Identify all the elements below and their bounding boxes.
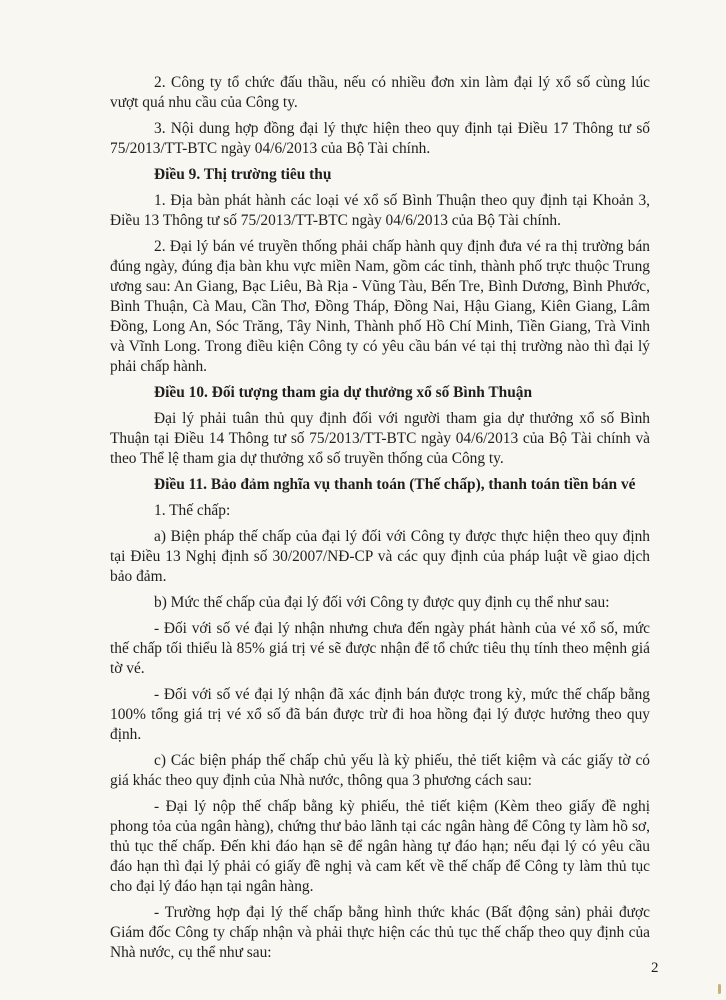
paper-edge-mark (718, 984, 721, 994)
article-11-item-1: 1. Thế chấp: (154, 502, 231, 519)
paragraph-clause-3: 3. Nội dung hợp đồng đại lý thực hiện theo quy định tại Điều 17 Thông tư số 75/2013/TT-BTC ngày 04/6/2013 của Bộ Tài chính. (110, 120, 650, 157)
article-9-item-2: 2. Đại lý bán vé truyền thống phải chấp hành quy định đưa vé ra thị trường bán đúng ngày, đúng địa bàn khu vực miền Nam, gồm các tỉnh, thành phố trực thuộc Trung ương sau: An Giang, Bạc Liêu, Bà Rịa - Vũng Tàu, Bến Tre, Bình Dương, Bình Phước, Bình Thuận, Cà Mau, Cần Thơ, Đồng Tháp, Đồng Nai, Hậu Giang, Kiên Giang, Lâm Đồng, Long An, Sóc Trăng, Tây Ninh, Thành phố Hồ Chí Minh, Tiền Giang, Trà Vinh và Vĩnh Long. Trong điều kiện Công ty có yêu cầu bán vé tại thị trường nào thì đại lý phải chấp hành. (110, 238, 650, 375)
page-number: 2 (651, 960, 659, 976)
article-11-heading: Điều 11. Bảo đảm nghĩa vụ thanh toán (Thế chấp), thanh toán tiền bán vé (154, 476, 636, 493)
document-body (110, 73, 650, 969)
article-11-bullet-4: - Trường hợp đại lý thế chấp bằng hình thức khác (Bất động sản) phải được Giám đốc Công ty chấp nhận và phải thực hiện các thủ tục thế chấp theo quy định của Nhà nước, cụ thể như sau: (110, 904, 650, 961)
paragraph-clause-2: 2. Công ty tổ chức đấu thầu, nếu có nhiều đơn xin làm đại lý xổ số cùng lúc vượt quá nhu cầu của Công ty. (110, 74, 650, 111)
article-11-bullet-1: - Đối với số vé đại lý nhận nhưng chưa đến ngày phát hành của vé xổ số, mức thế chấp tối thiểu là 85% giá trị vé sẽ được nhận để tổ chức tiêu thụ tính theo mệnh giá tờ vé. (110, 620, 650, 677)
article-10-heading: Điều 10. Đối tượng tham gia dự thưởng xổ số Bình Thuận (154, 384, 533, 401)
article-9-item-1: 1. Địa bàn phát hành các loại vé xổ số Bình Thuận theo quy định tại Khoản 3, Điều 13 Thông tư số 75/2013/TT-BTC ngày 04/6/2013 của Bộ Tài chính. (110, 192, 650, 229)
article-11-item-c: c) Các biện pháp thế chấp chủ yếu là kỳ phiếu, thẻ tiết kiệm và các giấy tờ có giá khác theo quy định của Nhà nước, thông qua 3 phương cách sau: (110, 752, 650, 789)
article-9-heading: Điều 9. Thị trường tiêu thụ (154, 166, 332, 183)
article-10-body: Đại lý phải tuân thủ quy định đối với người tham gia dự thưởng xổ số Bình Thuận tại Điều 14 Thông tư số 75/2013/TT-BTC ngày 04/6/2013 của Bộ Tài chính và theo Thể lệ tham gia dự thưởng xổ số truyền thống của Công ty. (110, 410, 650, 467)
article-11-bullet-2: - Đối với số vé đại lý nhận đã xác định bán được trong kỳ, mức thế chấp bằng 100% tổng giá trị vé xổ số đã bán được trừ đi hoa hồng đại lý được hưởng theo quy định. (110, 686, 650, 743)
article-11-item-b: b) Mức thế chấp của đại lý đối với Công ty được quy định cụ thể như sau: (154, 594, 610, 611)
article-11-item-a: a) Biện pháp thế chấp của đại lý đối với Công ty được thực hiện theo quy định tại Điều 13 Nghị định số 30/2007/NĐ-CP và các quy định của pháp luật về giao dịch bảo đảm. (110, 528, 650, 585)
article-11-bullet-3: - Đại lý nộp thế chấp bằng kỳ phiếu, thẻ tiết kiệm (Kèm theo giấy đề nghị phong tỏa của ngân hàng), chứng thư bảo lãnh tại các ngân hàng để Công ty làm hồ sơ, thủ tục thế chấp. Đến khi đáo hạn sẽ để ngân hàng tự đáo hạn; nếu đại lý có yêu cầu đáo hạn thì đại lý phải có giấy đề nghị và cam kết về thế chấp để Công ty làm thủ tục cho đại lý đáo hạn tại ngân hàng. (110, 798, 650, 895)
